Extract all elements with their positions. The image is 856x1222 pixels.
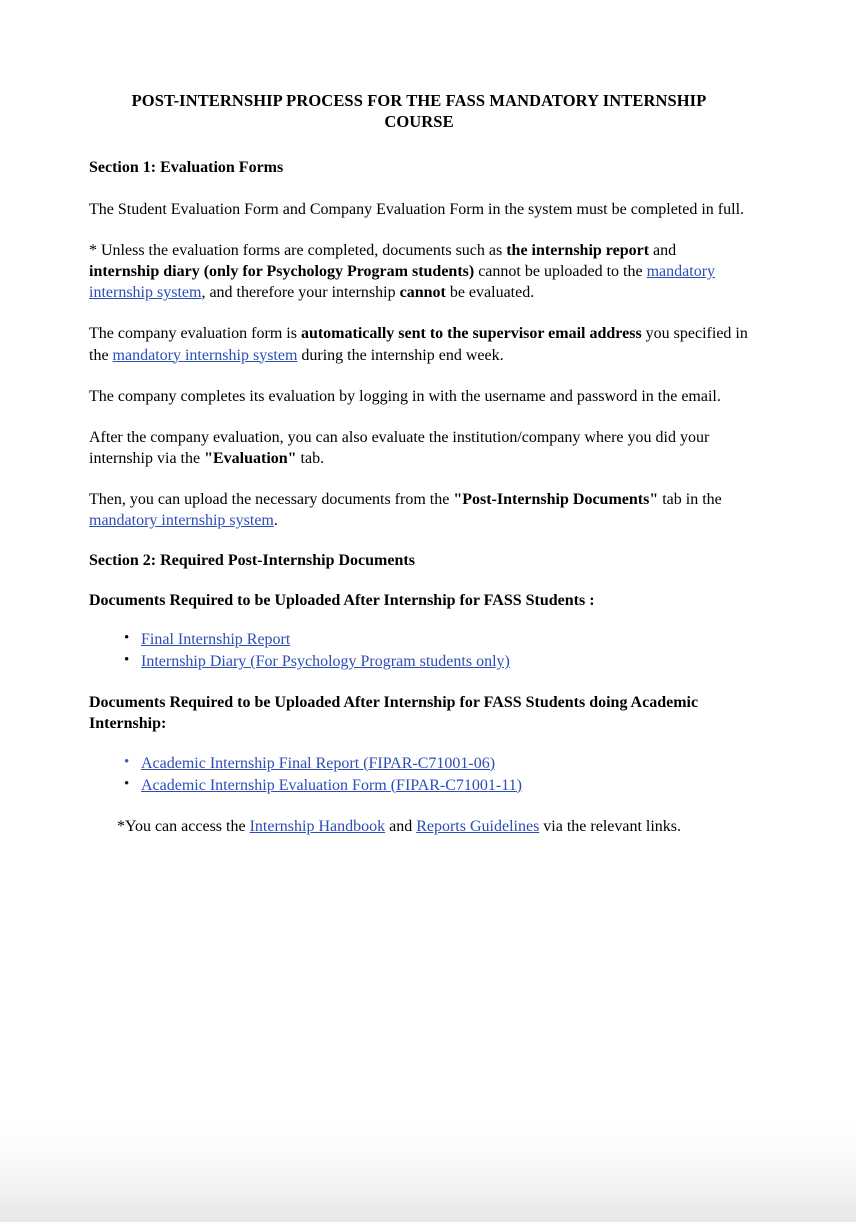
text-span: The company completes its evaluation by logging in with the username and password in the email. [89,387,721,405]
section-2-heading: Section 2: Required Post-Internship Documents [89,552,415,570]
text-span: Then, you can upload the necessary documents from the [89,491,454,508]
section-1-heading: Section 1: Evaluation Forms [89,159,284,177]
emphasis-supervisor-email: automatically sent to the supervisor email address [300,325,642,343]
link-mandatory-internship-system[interactable]: mandatory internship system [89,512,274,530]
documents-fass-students-list [89,629,749,672]
link-academic-internship-final-report[interactable]: Academic Internship Final Report (FIPAR-C71001-06) [141,754,496,772]
link-mandatory-internship-system[interactable]: mandatory internship system [89,263,716,302]
text-span: via the relevant links. [539,817,682,835]
link-internship-handbook[interactable]: Internship Handbook [249,817,386,835]
link-reports-guidelines[interactable]: Reports Guidelines [416,817,540,835]
text-span: and [385,817,417,835]
list-item [141,629,749,650]
text-span: The company evaluation form is [89,325,301,343]
paragraph-unless-completed [89,240,749,303]
documents-academic-internship-list [89,753,749,796]
emphasis-internship-diary: internship diary (only for Psychology Program students) [89,263,475,281]
text-span: The Student Evaluation Form and Company Evaluation Form in the system must be completed in full. [89,201,745,219]
link-final-internship-report[interactable]: Final Internship Report [141,631,291,649]
text-span: tab. [296,449,325,467]
link-mandatory-internship-system[interactable]: mandatory internship system [112,346,298,364]
text-span: , and therefore your internship [201,284,400,302]
text-span: After the company evaluation, you can also evaluate the institution/company where you did your internship via the [89,428,710,467]
text-span: be evaluated. [445,284,535,302]
text-span: you specified in the [89,325,748,364]
paragraph-company-evaluation-sent [89,323,749,365]
page-title: POST-INTERNSHIP PROCESS FOR THE FASS MANDATORY INTERNSHIP COURSE [131,91,707,132]
page-bottom-shadow [0,1117,856,1222]
text-span: * Unless the evaluation forms are completed, documents such as [89,242,507,260]
text-span: and [649,242,677,260]
link-internship-diary[interactable]: Internship Diary (For Psychology Program students only) [141,653,510,671]
paragraph-evaluate-institution [89,427,749,469]
list-item [141,775,749,796]
text-span: tab in the [658,491,722,508]
emphasis-evaluation-tab: "Evaluation" [204,449,297,467]
paragraph-upload-documents [89,489,749,531]
documents-academic-internship-heading: Documents Required to be Uploaded After Internship for FASS Students doing Academic Internship: [89,694,699,733]
documents-fass-students-heading: Documents Required to be Uploaded After Internship for FASS Students : [89,592,595,610]
document-content [89,90,749,837]
paragraph-evaluation-forms-intro [89,199,749,220]
text-span: . [273,512,278,530]
list-item [141,753,749,774]
text-span: *You can access the [117,817,250,835]
paragraph-company-completes-evaluation [89,386,749,407]
emphasis-internship-report: the internship report [506,242,650,260]
link-academic-internship-evaluation-form[interactable]: Academic Internship Evaluation Form (FIPAR-C71001-11) [141,776,522,794]
footnote-relevant-links [89,816,749,837]
text-span: during the internship end week. [297,346,504,364]
emphasis-cannot: cannot [399,284,446,302]
text-span: cannot be uploaded to the [474,263,647,281]
emphasis-post-internship-documents-tab: "Post-Internship Documents" [453,491,659,508]
list-item [141,651,749,672]
